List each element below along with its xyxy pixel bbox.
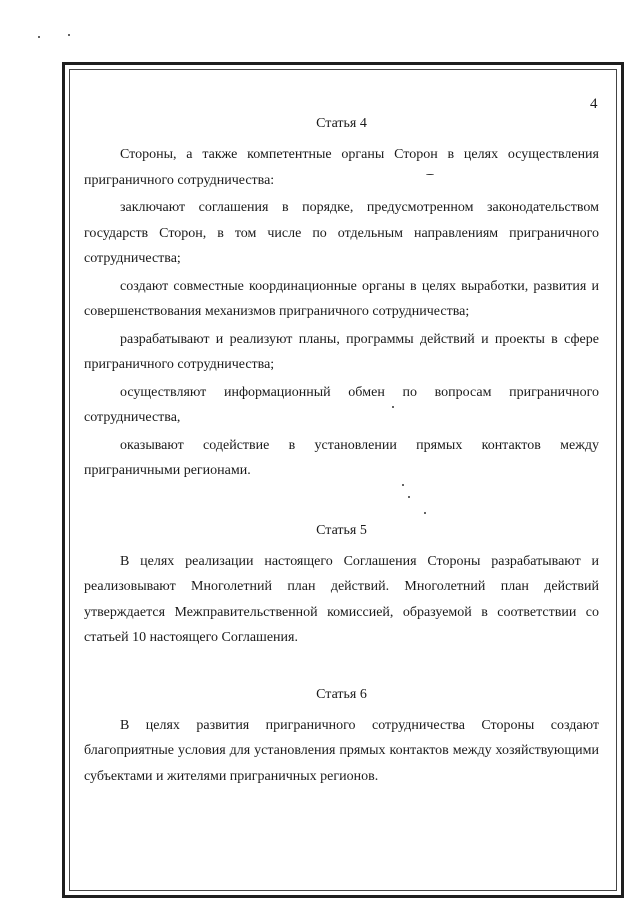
article-6 [84,683,599,790]
article-heading: Статья 4 [316,116,367,131]
document-body [84,112,599,789]
article-paragraph: В целях реализации настоящего Соглашения Стороны разрабатывают и реализовывают Многолетний план действий. Многолетний план действий утверждается Межправительственной комиссией, образуемой в соответствии со статьей 10 настоящего Соглашения. [84,553,599,645]
article-paragraph: заключают соглашения в порядке, предусмотренном законодательством государств Сторон, в том числе по отдельным направлениям приграничного сотрудничества; [84,200,599,266]
article-paragraph: оказывают содействие в установлении прямых контактов между приграничными регионами. [84,437,599,478]
article-paragraph: Стороны, а также компетентные органы Сторон в целях осуществления приграничного сотрудничества: [84,147,599,188]
scan-speck [68,34,70,36]
scan-speck [38,36,40,38]
page-number: 4 [590,96,598,112]
article-heading: Статья 6 [316,686,367,702]
article-5 [84,519,599,651]
article-paragraph: создают совместные координационные органы в целях выработки, развития и совершенствования механизмов приграничного сотрудничества; [84,278,599,319]
article-heading: Статья 5 [316,522,367,538]
article-paragraph: В целях развития приграничного сотрудничества Стороны создают благоприятные условия для установления прямых контактов между хозяйствующими субъектами и жителями приграничных регионов. [84,717,599,784]
article-paragraph: разрабатывают и реализуют планы, программы действий и проекты в сфере приграничного сотрудничества; [84,331,599,372]
article-paragraph: осуществляют информационный обмен по вопросам приграничного сотрудничества, [84,384,599,425]
article-4 [84,112,599,484]
